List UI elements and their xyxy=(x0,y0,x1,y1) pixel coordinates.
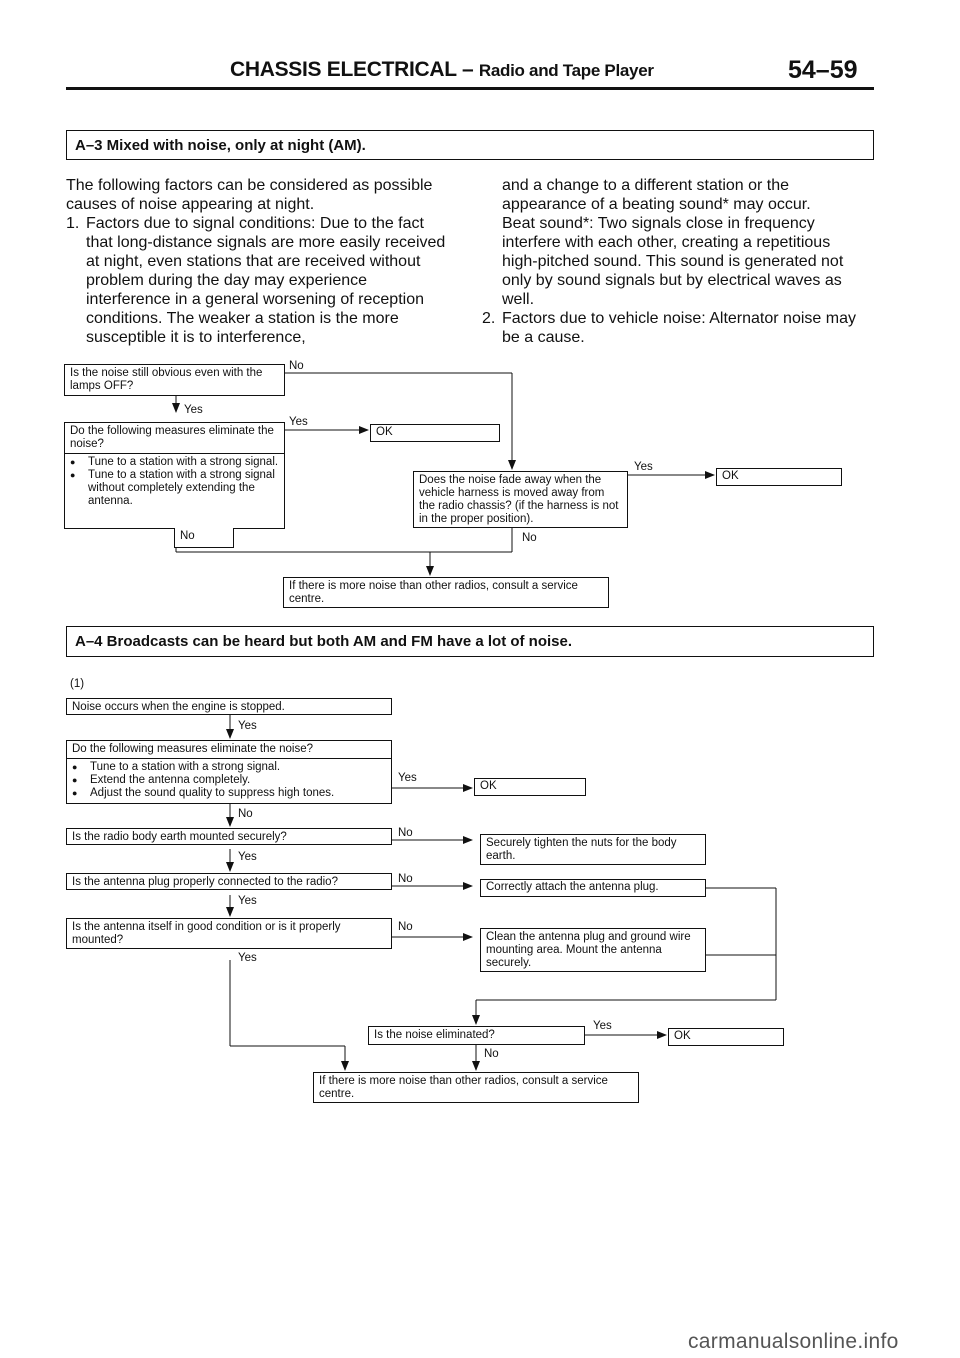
a3-ok-1: OK xyxy=(370,424,500,442)
a3-item-1-number: 1. xyxy=(66,215,80,232)
a4-measure-item: ● Extend the antenna completely. xyxy=(72,774,386,787)
a4-label-yes-3: Yes xyxy=(238,851,257,863)
a4-label-no-5: No xyxy=(484,1048,499,1060)
a4-measure-item: ● Adjust the sound quality to suppress high tones. xyxy=(72,787,386,800)
a4-question-noise-eliminated: Is the noise eliminated? xyxy=(368,1026,585,1045)
a4-label-yes-1: Yes xyxy=(238,720,257,732)
a3-measure-item: ● Tune to a station with a strong signal. xyxy=(70,456,279,469)
a4-label-no-2: No xyxy=(398,827,413,839)
a3-item-2-number: 2. xyxy=(482,310,496,327)
a3-question-measures xyxy=(64,422,285,529)
a3-ok-2: OK xyxy=(716,468,842,486)
page-number: 54–59 xyxy=(788,56,858,84)
header-subtitle: Radio and Tape Player xyxy=(478,61,654,80)
a3-label-no-3: No xyxy=(522,532,537,544)
a3-label-yes-2: Yes xyxy=(289,416,308,428)
a3-measure-item: ● Tune to a station with a strong signal without completely extending the antenna. xyxy=(70,469,279,508)
a3-measures-list xyxy=(70,456,279,508)
a4-measure-item: ● Tune to a station with a strong signal. xyxy=(72,761,386,774)
a3-label-no-1: No xyxy=(289,360,304,372)
a3-result-consult: If there is more noise than other radios, consult a service centre. xyxy=(283,577,609,608)
a4-measures-title: Do the following measures eliminate the noise? xyxy=(72,743,313,755)
a3-label-yes-3: Yes xyxy=(634,461,653,473)
a4-remedy-antenna-plug: Correctly attach the antenna plug. xyxy=(480,879,706,897)
a4-label-no-4: No xyxy=(398,921,413,933)
a3-question-lamps-off: Is the noise still obvious even with the lamps OFF? xyxy=(64,364,285,396)
a3-item-2-text: Factors due to vehicle noise: Alternator noise may be a cause. xyxy=(502,310,856,346)
section-a4-banner: A–4 Broadcasts can be heard but both AM and FM have a lot of noise. xyxy=(66,626,874,657)
a4-measures-list xyxy=(72,761,386,800)
a4-remedy-antenna-mount: Clean the antenna plug and ground wire mounting area. Mount the antenna securely. xyxy=(480,928,706,972)
a4-question-antenna-condition: Is the antenna itself in good condition or is it properly mounted? xyxy=(66,918,392,949)
a4-question-measures xyxy=(66,740,392,804)
a3-item-1-text: Factors due to signal conditions: Due to the fact that long-distance signals are more easily received at night, even stations that are received without problem during the day may experience interference in a general worsening of reception conditions. The weaker a station is the more susceptible it is to interference, xyxy=(86,215,446,346)
a3-label-yes-1: Yes xyxy=(184,404,203,416)
a4-result-consult: If there is more noise than other radios, consult a service centre. xyxy=(313,1072,639,1103)
a4-ok-1: OK xyxy=(474,778,586,796)
a4-label-no-1: No xyxy=(238,808,253,820)
a4-remedy-body-earth: Securely tighten the nuts for the body earth. xyxy=(480,834,706,865)
a3-beat-note-text: Beat sound*: Two signals close in frequency interfere with each other, creating a repetitious high-pitched sound. This sound is generated not only by sound signals but by electrical waves as well. xyxy=(502,215,844,308)
a4-label-yes-6: Yes xyxy=(593,1020,612,1032)
a4-label-yes-5: Yes xyxy=(238,952,257,964)
a3-intro: The following factors can be considered as possible causes of noise appearing at night. xyxy=(66,177,433,213)
a3-item-1-cont-text: and a change to a different station or the appearance of a beating sound* may occur. xyxy=(502,177,811,213)
a3-label-no-2-box xyxy=(174,528,234,548)
watermark-text: carmanualsonline.info xyxy=(688,1330,899,1353)
a4-question-antenna-plug: Is the antenna plug properly connected to the radio? xyxy=(66,873,392,890)
a4-ok-2: OK xyxy=(668,1028,784,1046)
a3-label-no-2: No xyxy=(180,530,195,542)
a3-measures-title: Do the following measures eliminate the noise? xyxy=(70,425,274,450)
header-dash: – xyxy=(461,58,474,81)
a4-question-body-earth: Is the radio body earth mounted securely? xyxy=(66,828,392,845)
a3-question-harness: Does the noise fade away when the vehicle harness is moved away from the radio chassis? (if the harness is not in the proper position). xyxy=(413,471,628,528)
a4-label-yes-2: Yes xyxy=(398,772,417,784)
a4-label-no-3: No xyxy=(398,873,413,885)
a4-question-engine-stopped: Noise occurs when the engine is stopped. xyxy=(66,698,392,715)
section-a3-banner: A–3 Mixed with noise, only at night (AM). xyxy=(66,130,874,160)
a4-label-yes-4: Yes xyxy=(238,895,257,907)
a4-part-number: (1) xyxy=(70,678,85,690)
header-title: CHASSIS ELECTRICAL xyxy=(230,58,457,81)
